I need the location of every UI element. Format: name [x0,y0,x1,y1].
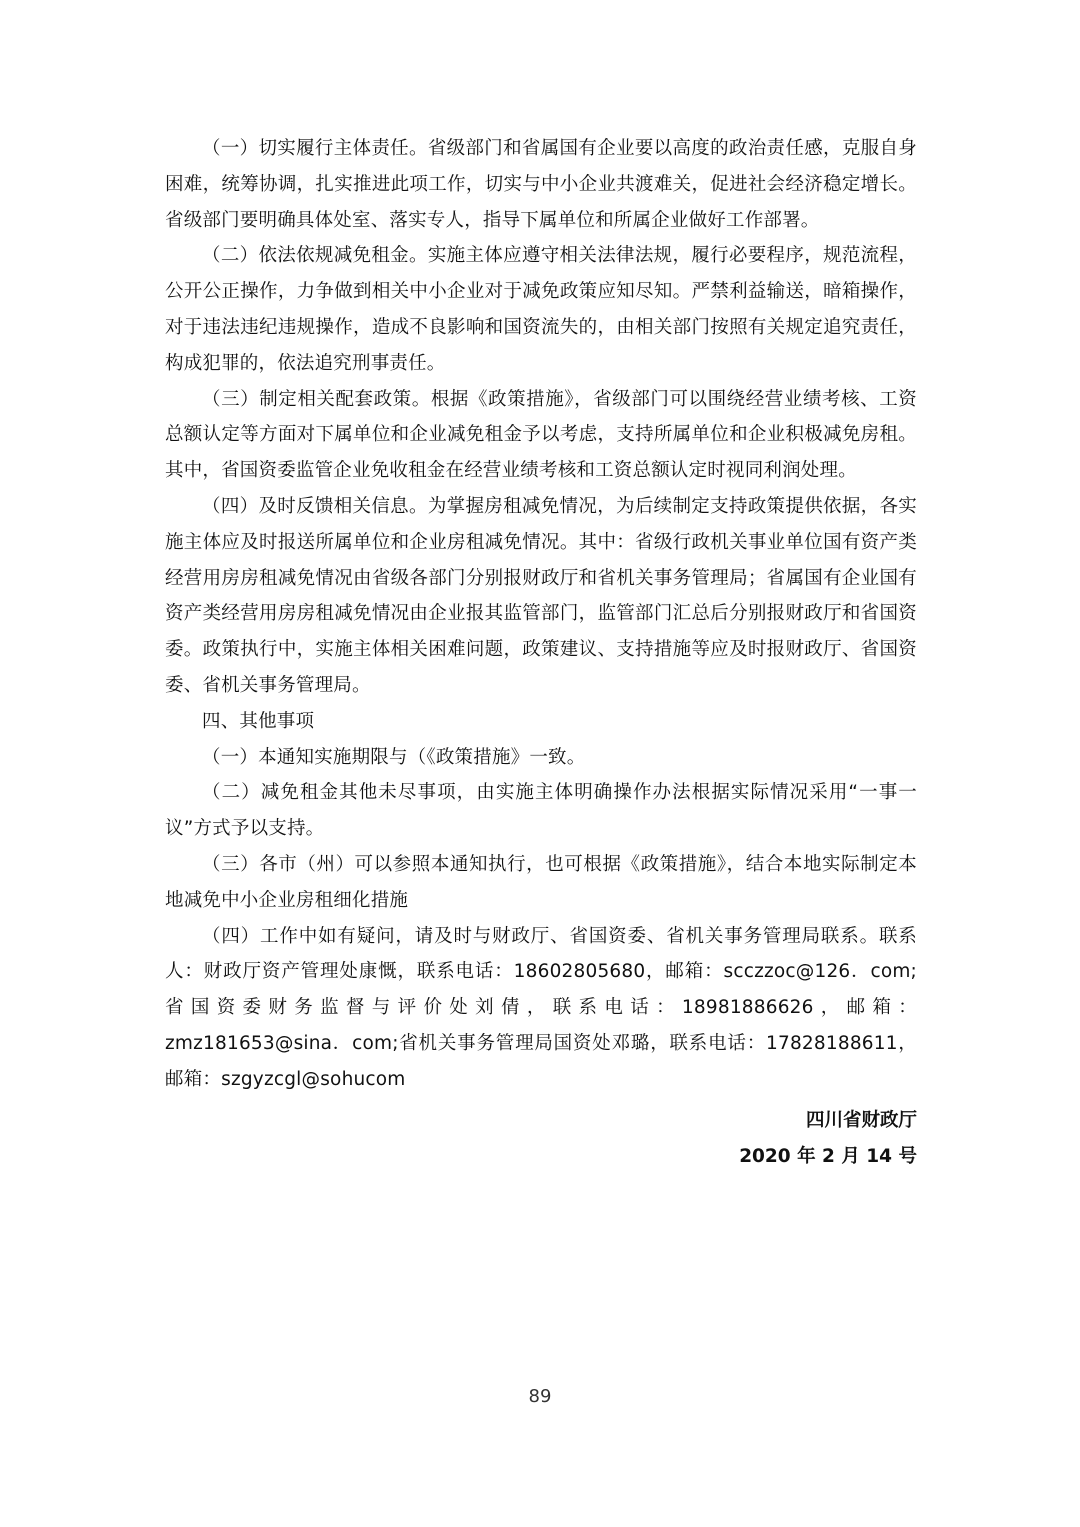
paragraph-legal-compliance: （二）依法依规减免租金。实施主体应遵守相关法律法规，履行必要程序，规范流程，公开公正操作，力争做到相关中小企业对于减免政策应知尽知。严禁利益输送，暗箱操作，对于违法违纪违规操作，造成不良影响和国资流失的，由相关部门按照有关规定追究责任，构成犯罪的，依法追究刑事责任。 [165,245,917,374]
section-heading-other-matters: 四、其他事项 [202,710,315,732]
paragraph-validity-period: （一）本通知实施期限与（《政策措施》一致。 [202,746,586,768]
document-body [165,131,917,1098]
paragraph-responsibility: （一）切实履行主体责任。省级部门和省属国有企业要以高度的政治责任感，克服自身困难，统筹协调，扎实推进此项工作，切实与中小企业共渡难关，促进社会经济稳定增长。省级部门要明确具体处室、落实专人，指导下属单位和所属企业做好工作部署。 [165,138,917,231]
signature-date: 2020 年 2 月 14 号 [739,1146,917,1167]
paragraph-supporting-policies: （三）制定相关配套政策。根据《政策措施》，省级部门可以围绕经营业绩考核、工资总额认定等方面对下属单位和企业减免租金予以考虑，支持所属单位和企业积极减免房租。其中，省国资委监管企业免收租金在经营业绩考核和工资总额认定时视同利润处理。 [165,388,917,482]
signature-organization: 四川省财政厅 [805,1110,917,1131]
paragraph-unfinished-matters: （二）减免租金其他未尽事项，由实施主体明确操作办法根据实际情况采用“一事一议”方式予以支持。 [165,782,917,840]
signature-block [739,1103,917,1175]
paragraph-contacts: （四）工作中如有疑问，请及时与财政厅、省国资委、省机关事务管理局联系。联系人：财政厅资产管理处康慨，联系电话：18602805680，邮箱：scczzoc@126．com;省国资委财务监督与评价处刘倩，联系电话：18981886626，邮箱：zmz181653@sina．com;省机关事务管理局国资处邓璐，联系电话：17828188611，邮箱：szgyzcgl@sohucom [165,925,917,1090]
paragraph-city-reference: （三）各市（州）可以参照本通知执行，也可根据《政策措施》，结合本地实际制定本地减免中小企业房租细化措施 [165,853,917,911]
paragraph-feedback: （四）及时反馈相关信息。为掌握房租减免情况，为后续制定支持政策提供依据，各实施主体应及时报送所属单位和企业房租减免情况。其中：省级行政机关事业单位国有资产类经营用房房租减免情况由省级各部门分别报财政厅和省机关事务管理局；省属国有企业国有资产类经营用房房租减免情况由企业报其监管部门，监管部门汇总后分别报财政厅和省国资委。政策执行中，实施主体相关困难问题，政策建议、支持措施等应及时报财政厅、省国资委、省机关事务管理局。 [165,495,917,696]
page-number: 89 [528,1386,552,1407]
